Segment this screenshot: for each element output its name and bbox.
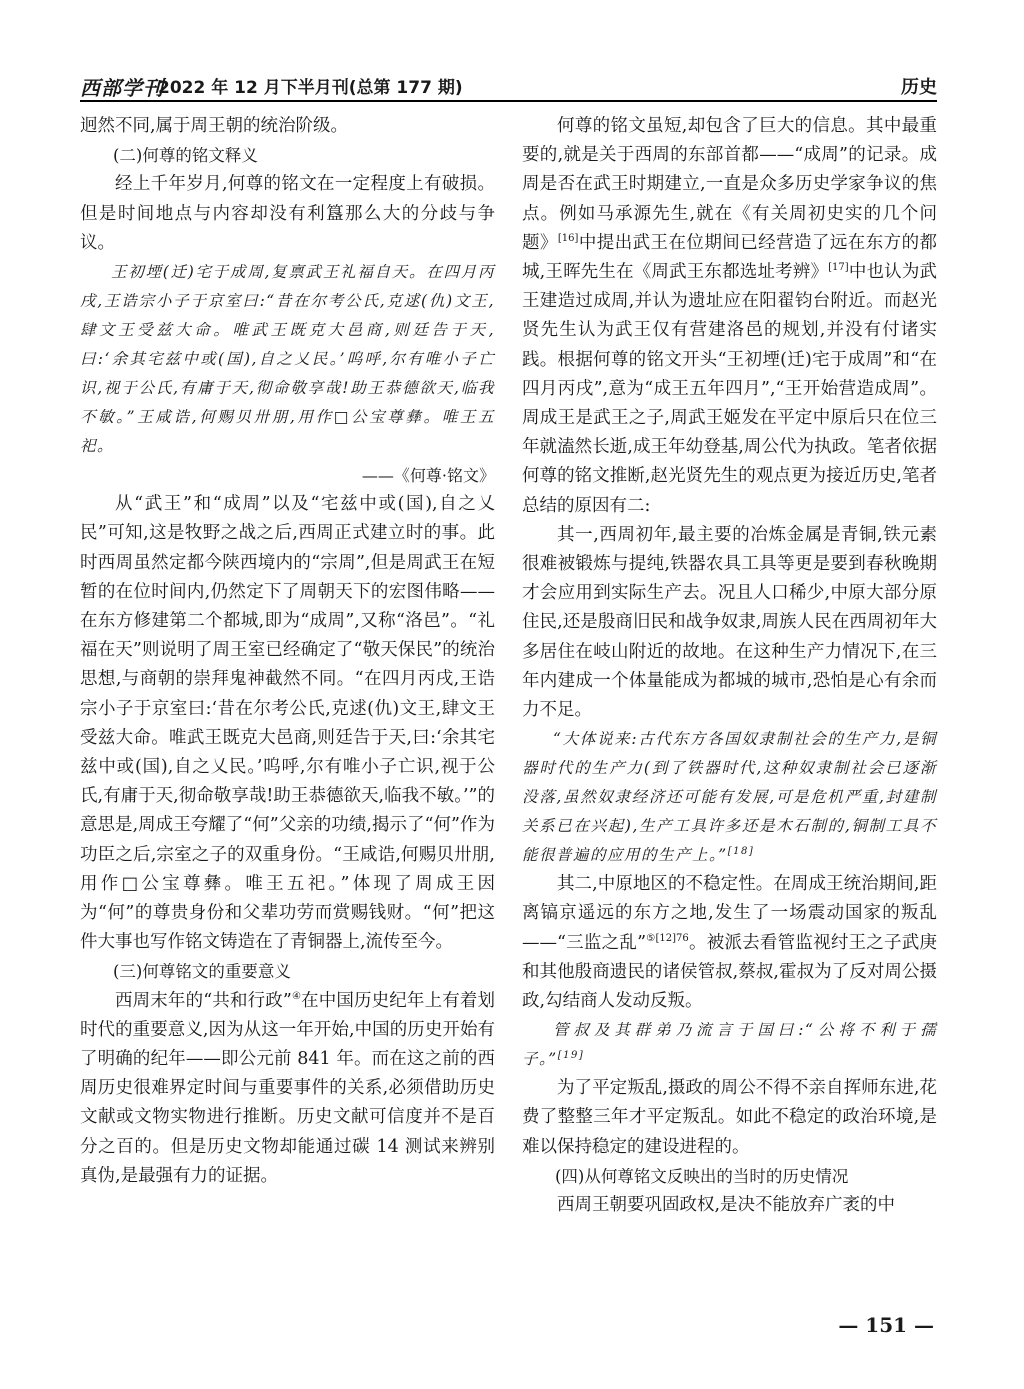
text-segment: 中提出武王在位期间已经营造了远在东方的都城,王晖先生在《周武王东都选址考辨》 — [522, 232, 938, 283]
journal-logo: 西部学刊 — [80, 76, 164, 100]
quote-attribution: ——《何尊·铭文》 — [361, 466, 495, 486]
text-segment: 在中国历史纪年上有着划时代的重要意义,因为从这一年开始,中国的历史开始有了明确的纪年——即公元前 841 年。而在这之前的西周历史很难界定时间与重要事件的关系,必须借助历史文献或文物实物进行推断。历史文献可信度并不是百分之百的。但是历史文物却能通过碳 14 测试来辨别真伪,是最强有力的证据。 — [80, 990, 495, 1186]
paragraph — [522, 870, 937, 1016]
section-name: 历史 — [901, 77, 937, 98]
section-heading: (二)何尊的铭文释义 — [113, 146, 258, 166]
citation-ref: ⑤[12]76 — [646, 932, 689, 944]
paragraph: 经上千年岁月,何尊的铭文在一定程度上有破损。但是时间地点与内容却没有利簋那么大的分歧与争议。 — [80, 174, 495, 253]
text-segment: “大体说来:古代东方各国奴隶制社会的生产力,是铜器时代的生产力(到了铁器时代,这种奴隶制社会已逐渐没落,虽然奴隶经济还可能有发展,可是危机严重,封建制关系已在兴起),生产工具许多还是木石制的,铜制工具不能很普遍的应用的生产上。” — [522, 730, 937, 865]
text-segment: 。被派去看管监视纣王之子武庚和其他殷商遗民的诸侯管叔,蔡叔,霍叔为了反对周公摄政,勾结商人发动反叛。 — [522, 932, 937, 1012]
text-segment: 管叔及其群弟乃流言于国曰:“公将不利于孺子。” — [522, 1021, 937, 1069]
page-header — [80, 70, 937, 102]
page-number: — 151 — — [838, 1313, 934, 1337]
issue-info: 2022 年 12 月下半月刊(总第 177 期) — [158, 78, 463, 98]
section-heading: (三)何尊铭文的重要意义 — [113, 962, 291, 982]
block-quote — [522, 725, 937, 870]
citation-ref: [17] — [828, 262, 849, 274]
footnote-marker: ④ — [291, 990, 302, 1002]
paragraph: 西周王朝要巩固政权,是决不能放弃广袤的中 — [557, 1195, 896, 1216]
section-heading: (四)从何尊铭文反映出的当时的历史情况 — [555, 1166, 849, 1186]
text-segment: 中也认为武王建造过成周,并认为遗址应在阳翟钧台附近。而赵光贤先生认为武王仅有营建洛邑的规划,并没有付诸实践。根据何尊的铭文开头“王初堙(迁)宅于成周”和“在四月丙戌”,意为“成王五年四月”,“王开始营造成周”。周成王是武王之子,周武王姬发在平定中原后只在位三年就溘然长逝,成王年幼登基,周公代为执政。笔者依据何尊的铭文推断,赵光贤先生的观点更为接近历史,笔者总结的原因有二: — [522, 262, 938, 516]
text-segment: 何尊的铭文虽短,却包含了巨大的信息。其中最重要的,就是关于西周的东部首都——“成周”的记录。成周是否在武王时期建立,一直是众多历史学家争议的焦点。例如马承源先生,就在《有关周初史实的几个问题》 — [522, 116, 937, 253]
paragraph: 为了平定叛乱,摄政的周公不得不亲自挥师东进,花费了整整三年才平定叛乱。如此不稳定的政治环境,是难以保持稳定的建设进程的。 — [522, 1078, 937, 1157]
paragraph: 从“武王”和“成周”以及“宅兹中或(国),自之乂民”可知,这是牧野之战之后,西周正式建立时的事。此时西周虽然定都今陕西境内的“宗周”,但是周武王在短暂的在位时间内,仍然定下了周朝天下的宏图伟略——在东方修建第二个都城,即为“成周”,又称“洛邑”。“礼福在天”则说明了周王室已经确定了“敬天保民”的统治思想,与商朝的崇拜鬼神截然不同。“在四月丙戌,王诰宗小子于京室曰:‘昔在尔考公氏,克逑(仇)文王,肆文王受兹大命。唯武王既克大邑商,则廷告于天,曰:‘余其宅兹中或(国),自之乂民。’呜呼,尔有唯小子亡识,视于公氏,有庸于天,彻命敬享哉!助王恭德欲天,临我不敏。’”的意思是,周成王夸耀了“何”父亲的功绩,揭示了“何”作为功臣之后,宗室之子的双重身份。“王咸诰,何赐贝卅朋,用作□公宝尊彝。唯王五祀。”体现了周成王因为“何”的尊贵身份和父辈功劳而赏赐钱财。“何”把这件大事也写作铭文铸造在了青铜器上,流传至今。 — [80, 494, 495, 953]
text-segment: 西周末年的“共和行政” — [115, 990, 292, 1011]
block-quote: 王初堙(迁)宅于成周,复禀武王礼福自天。在四月丙戌,王诰宗小子于京室曰:“昔在尔考公氏,克逑(仇)文王,肆文王受兹大命。唯武王既克大邑商,则廷告于天,曰:‘余其宅兹中或(国),自之乂民。’呜呼,尔有唯小子亡识,视于公氏,有庸于天,彻命敬享哉!助王恭德欲天,临我不敏。”王咸诰,何赐贝卅朋,用作□公宝尊彝。唯王五祀。 — [80, 263, 495, 456]
block-quote — [522, 1016, 937, 1074]
paragraph — [80, 987, 495, 1191]
paragraph: 其一,西周初年,最主要的冶炼金属是青铜,铁元素很难被锻炼与提纯,铁器农具工具等更是要到春秋晚期才会应用到实际生产去。况且人口稀少,中原大部分原住民,还是殷商旧民和战争奴隶,周族人民在西周初年大多居住在岐山附近的故地。在这种生产力情况下,在三年内建成一个体量能成为都城的城市,恐怕是心有余而力不足。 — [522, 524, 937, 721]
right-column — [522, 112, 937, 1220]
citation-ref: [18] — [727, 846, 755, 858]
paragraph: 迥然不同,属于周王朝的统治阶级。 — [80, 116, 349, 136]
paragraph — [522, 112, 937, 521]
citation-ref: [16] — [557, 232, 579, 244]
left-column — [80, 112, 495, 1191]
citation-ref: [19] — [557, 1050, 585, 1062]
text-segment: 其二,中原地区的不稳定性。在周成王统治期间,距离镐京遥远的东方之地,发生了一场震动国家的叛乱——“三监之乱” — [522, 874, 937, 953]
